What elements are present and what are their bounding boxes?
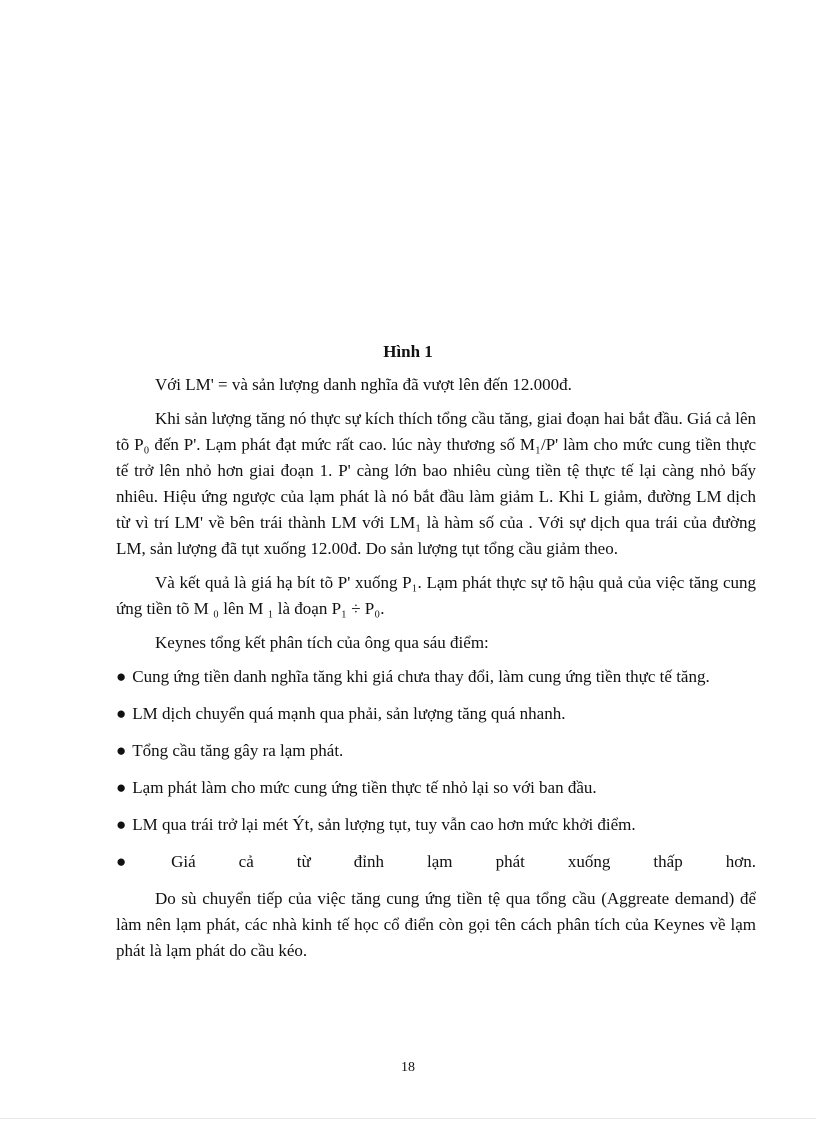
page-number: 18: [401, 1060, 415, 1075]
paragraph-keynes-summary: Keynes tổng kết phân tích của ông qua sáu điểm:: [155, 633, 489, 652]
bullet-text: Cung ứng tiền danh nghĩa tăng khi giá chưa thay đổi, làm cung ứng tiền thực tế tăng.: [132, 667, 710, 686]
bullet-item: [116, 664, 756, 690]
paragraph-lm-output: Với LM' = và sản lượng danh nghĩa đã vượt lên đến 12.000đ.: [155, 375, 572, 394]
bullet-text: LM dịch chuyển quá mạnh qua phải, sản lượng tăng quá nhanh.: [132, 704, 566, 723]
paragraph-stage-two: Khi sản lượng tăng nó thực sự kích thích tổng cầu tăng, giai đoạn hai bắt đầu. Giá cả lên tõ P₀ đến P'. Lạm phát đạt mức rất cao. lúc này thương số M₁/P' làm cho mức cung tiền thực tế trở lên nhỏ hơn giai đoạn 1. P' càng lớn bao nhiêu cùng tiền tệ thực tế lại càng nhỏ bấy nhiêu. Hiệu ứng ngược của lạm phát là nó bắt đầu làm giảm L. Khi L giảm, đường LM dịch từ vì trí LM' về bên trái thành LM với LM₁ là hàm số của . Với sự dịch qua trái của đường LM, sản lượng đã tụt xuống 12.00đ. Do sản lượng tụt tổng cầu giảm theo.: [116, 409, 756, 558]
bullet-text: Lạm phát làm cho mức cung ứng tiền thực tế nhỏ lại so với ban đầu.: [132, 778, 597, 797]
bullet-icon: ●: [116, 778, 127, 797]
bullet-icon: ●: [116, 704, 127, 723]
figure-caption: Hình 1: [383, 342, 433, 361]
paragraph-result: Và kết quả là giá hạ bít tõ P' xuống P₁. Lạm phát thực sự tõ hậu quả của việc tăng cung ứng tiền tõ M ₀ lên M ₁ là đoạn P₁ ÷ P₀.: [116, 573, 756, 618]
bullet-icon: ●: [116, 667, 127, 686]
bullet-icon: ●: [116, 852, 166, 871]
bullet-text: Tổng cầu tăng gây ra lạm phát.: [132, 741, 344, 760]
bullet-icon: ●: [116, 815, 127, 834]
bullet-text: Giá cả từ đỉnh lạm phát xuống thấp hơn.: [171, 852, 756, 871]
bullet-item: [116, 812, 756, 838]
paragraph-demand-pull: Do sù chuyển tiếp của việc tăng cung ứng tiền tệ qua tổng cầu (Aggreate demand) để làm nên lạm phát, các nhà kinh tế học cổ điển còn gọi tên cách phân tích của Keynes về lạm phát là lạm phát do cầu kéo.: [116, 889, 756, 960]
bullet-text: LM qua trái trở lại mét Ýt, sản lượng tụt, tuy vẫn cao hơn mức khởi điểm.: [132, 815, 636, 834]
bullet-item: [116, 701, 756, 727]
bullet-item: [116, 775, 756, 801]
bullet-icon: ●: [116, 741, 127, 760]
bullet-item: [116, 738, 756, 764]
footer-divider: [0, 1118, 816, 1119]
body-text: [116, 372, 756, 972]
bullet-item: [116, 849, 756, 875]
